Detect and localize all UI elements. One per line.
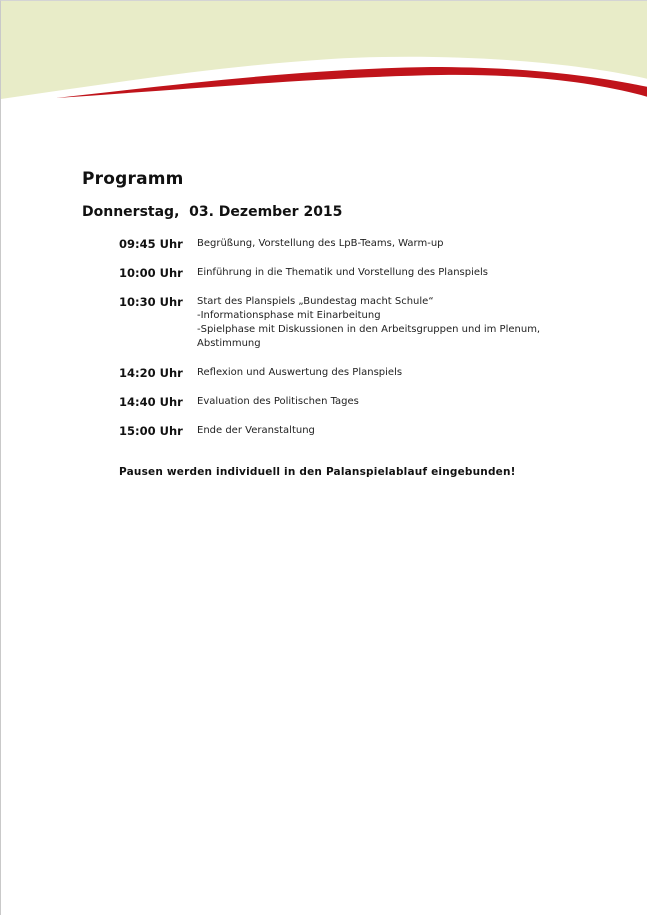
description-line: Begrüßung, Vorstellung des LpB-Teams, Warm-up <box>197 238 444 249</box>
description-line: Evaluation des Politischen Tages <box>197 396 359 407</box>
header-light-band <box>1 1 647 99</box>
schedule-time: 09:45 Uhr <box>119 237 183 251</box>
description-line: Ende der Veranstaltung <box>197 425 315 436</box>
schedule-description <box>197 366 599 380</box>
schedule-row <box>119 295 599 351</box>
description-line: -Spielphase mit Diskussionen in den Arbeitsgruppen und im Plenum, <box>197 324 541 335</box>
description-line: Start des Planspiels „Bundestag macht Schule“ <box>197 296 434 307</box>
schedule-time: 10:30 Uhr <box>119 295 183 309</box>
description-line: Einführung in die Thematik und Vorstellung des Planspiels <box>197 267 489 278</box>
schedule-list <box>119 237 599 453</box>
event-date: Donnerstag, 03. Dezember 2015 <box>82 204 343 220</box>
schedule-time: 14:20 Uhr <box>119 366 183 380</box>
description-line: -Informationsphase mit Einarbeitung <box>197 310 381 321</box>
schedule-row <box>119 366 599 380</box>
schedule-row <box>119 424 599 438</box>
schedule-description <box>197 237 599 251</box>
schedule-time: 10:00 Uhr <box>119 266 183 280</box>
breaks-note: Pausen werden individuell in den Palanspielablauf eingebunden! <box>119 466 516 478</box>
page-title: Programm <box>82 169 184 189</box>
header-wave-graphic <box>1 1 647 111</box>
schedule-row <box>119 237 599 251</box>
schedule-description <box>197 295 599 351</box>
schedule-description <box>197 424 599 438</box>
schedule-description <box>197 395 599 409</box>
description-line: Abstimmung <box>197 338 261 349</box>
schedule-time: 14:40 Uhr <box>119 395 183 409</box>
schedule-description <box>197 266 599 280</box>
schedule-row <box>119 266 599 280</box>
description-line: Reflexion und Auswertung des Planspiels <box>197 367 403 378</box>
schedule-row <box>119 395 599 409</box>
schedule-time: 15:00 Uhr <box>119 424 183 438</box>
